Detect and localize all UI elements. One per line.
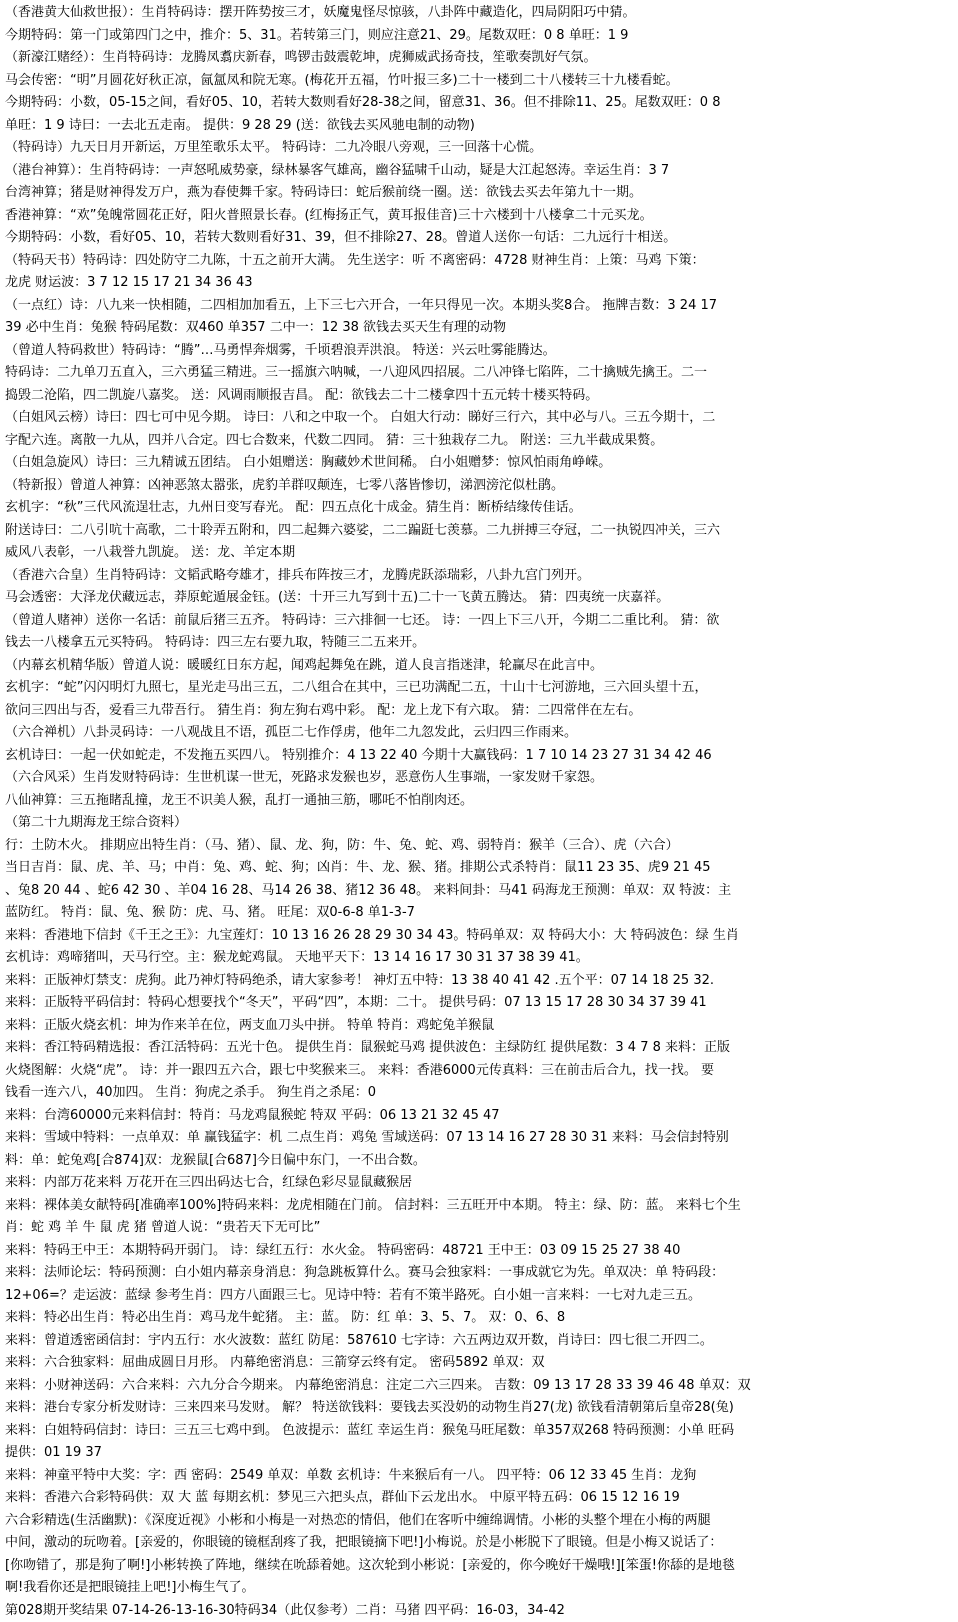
text-line: （特新报）曾道人神算：凶神恶煞太嚣张，虎豹羊群叹颠连，七零八落皆惨切，涕泗滂沱似杜鹃。 <box>5 475 953 498</box>
text-line: 来料：法师论坛：特码预测：白小姐内幕亲身消息：狗急跳板算什么。赛马会独家料：一事成就它为先。单双决：单 特码段： <box>5 1262 953 1285</box>
text-line: 来料：六合独家料：屈曲成圆日月形。 内幕绝密消息：三箭穿云终有定。 密码5892 单双：双 <box>5 1352 953 1375</box>
text-line: 钱去一八楼拿五元买特码。 特码诗：四三左右要九取，特随三二五来开。 <box>5 632 953 655</box>
text-line: （内幕玄机精华版）曾道人说：暖暖红日东方起，闻鸡起舞兔在跳，道人良言指迷津，轮赢尽在此言中。 <box>5 655 953 678</box>
text-line: 来料：裸体美女献特码[准确率100%]特码来料：龙虎相随在门前。 信封料：三五旺开中本期。 特主：绿、防：蓝。 来料七个生 <box>5 1195 953 1218</box>
text-line: 来料：香港六合彩特码供：双 大 蓝 每期玄机：梦见三六把头点，群仙下云龙出水。 中原平特五码：06 15 12 16 19 <box>5 1487 953 1510</box>
text-line: （香港黄大仙救世报）：生肖特码诗：摆开阵势按三才，妖魔鬼怪尽惊骇，八卦阵中藏造化，四局阴阳巧中猜。 <box>5 2 953 25</box>
text-line: 来料：神童平特中大奖：字：西 密码：2549 单双：单数 玄机诗：牛来猴后有一八。 四平特：06 12 33 45 生肖：龙狗 <box>5 1465 953 1488</box>
text-line: 来料：台湾60000元来料信封：特肖：马龙鸡鼠猴蛇 特双 平码：06 13 21 32 45 47 <box>5 1105 953 1128</box>
text-line: 玄机字：“秋”三代风流逞壮志，九州日变写春光。 配：四五点化十成金。猜生肖：断桥结缘传佳话。 <box>5 497 953 520</box>
text-line: 行：土防木火。 排期应出特生肖：（马、猪）、鼠、龙、狗，防：牛、兔、蛇、鸡、弱特肖：猴羊（三合）、虎（六合） <box>5 835 953 858</box>
text-line: 六合彩精选(生活幽默)：《深度近视》小彬和小梅是一对热恋的情侣，他们在客听中缠绵调情。小彬的头整个埋在小梅的两腿 <box>5 1510 953 1533</box>
text-line: 来料：内部万花来料 万花开在三四出码达七合，红绿色彩尽显鼠藏猴居 <box>5 1172 953 1195</box>
text-line: 玄机字：“蛇”闪闪明灯九照七，星光走马出三五，二八组合在其中，三已功满配二五，十山十七河游地，三六回头望十五， <box>5 677 953 700</box>
text-line: 、兔8 20 44 、蛇6 42 30 、羊04 16 28、马14 26 38、猪12 36 48。 来料间卦：马41 码海龙王预测：单双：双 特波：主 <box>5 880 953 903</box>
text-line: 今期特码：小数，看好05、10，若转大数则看好31、39，但不排除27、28。曾道人送你一句话：二九远行十相送。 <box>5 227 953 250</box>
text-line: 当日吉肖：鼠、虎、羊、马；中肖：兔、鸡、蛇、狗；凶肖：牛、龙、猴、猪。排期公式杀特肖：鼠11 23 35、虎9 21 45 <box>5 857 953 880</box>
text-line: [你吻错了，那是狗了啊!]小彬转换了阵地，继续在吮舔着她。这次轮到小彬说：[亲爱的，你今晚好干燥哦!][笨蛋!你舔的是地毯 <box>5 1555 953 1578</box>
text-line: （第二十九期海龙王综合资料） <box>5 812 953 835</box>
text-line: 欲问三四出与否，爱看三九带吾行。 猜生肖：狗左狗右鸡中彩。 配：龙上龙下有六取。 猜：二四常伴在左右。 <box>5 700 953 723</box>
text-line: （六合风采）生肖发财特码诗：生世机谋一世无，死路求发猴也岁，恶意伤人生事端，一家发财千家怨。 <box>5 767 953 790</box>
text-line: 马会传密：“明”月圆花好秋正凉，氤氲凤和院无寒。(梅花开五福，竹叶报三多)二十一楼到二十八楼转三十九楼看蛇。 <box>5 70 953 93</box>
text-line: 来料：小财神送码：六合来料：六九分合今期来。 内幕绝密消息：注定二六三四来。 吉数：09 13 17 28 33 39 46 48 单双：双 <box>5 1375 953 1398</box>
text-line: 捣毁二沧陷，四二凯旋八嘉奖。 送：风调雨顺报吉昌。 配：欲钱去二十二楼拿四十五元转十楼买特码。 <box>5 385 953 408</box>
text-line: 来料：特必出生肖：特必出生肖：鸡马龙牛蛇猪。 主：蓝。 防：红 单：3、5、7。 双：0、6、8 <box>5 1307 953 1330</box>
text-line: 蓝防红。 特肖：鼠、兔、猴 防：虎、马、猪。 旺尾：双0-6-8 单1-3-7 <box>5 902 953 925</box>
text-line: 香港神算：“欢”兔魄常圆花正好，阳火普照景长春。(红梅扬正气，黄耳报佳音)三十六楼到十八楼拿二十元买龙。 <box>5 205 953 228</box>
text-line: （白姐急旋风）诗曰：三九精诚五团结。 白小姐赠送：胸藏妙术世间稀。 白小姐赠梦：惊风怕雨角峥嵘。 <box>5 452 953 475</box>
text-line: 肖：蛇 鸡 羊 牛 鼠 虎 猪 曾道人说：“贵若天下无可比” <box>5 1217 953 1240</box>
text-line: 玄机诗曰：一起一伏如蛇走，不发拖五买四八。 特别推介：4 13 22 40 今期十大赢钱码：1 7 10 14 23 27 31 34 42 46 <box>5 745 953 768</box>
text-line: （曾道人特码救世）特码诗：“腾”…马勇悍奔烟雾，千顷碧浪弄洪浪。 特送：兴云吐雾能腾达。 <box>5 340 953 363</box>
text-line: 第028期开奖结果 07-14-26-13-16-30特码34（此仅参考）二肖：马猪 四平码：16-03，34-42 <box>5 1600 953 1622</box>
text-line: （曾道人赌神）送你一名话：前鼠后猪三五齐。 特码诗：三六排徊一七还。 诗：一四上下三八开，今期二二重比利。 猜：欲 <box>5 610 953 633</box>
text-line: 钱看一连六八，40加四。 生肖：狗虎之杀手。 狗生肖之杀尾：0 <box>5 1082 953 1105</box>
text-line: （一点红）诗：八九来一快相随，二四相加加看五，上下三七六开合，一年只得见一次。本期头奖8合。 拖牌吉数：3 24 17 <box>5 295 953 318</box>
text-line: 39 必中生肖：兔猴 特码尾数：双460 单357 二中一：12 38 欲钱去买天生有理的动物 <box>5 317 953 340</box>
text-line: 火烧图解：火烧“虎”。 诗：并一跟四五六合，跟七中奖猴来三。 来料：香港6000元传真料：三在前击后合九，找一找。 要 <box>5 1060 953 1083</box>
text-line: 料：单：蛇兔鸡[合874]双：龙猴鼠[合687]今日偏中东门，一不出合数。 <box>5 1150 953 1173</box>
text-line: 啊!我看你还是把眼镜挂上吧!]小梅生气了。 <box>5 1577 953 1600</box>
text-line: （港台神算）：生肖特码诗：一声怒吼威势豪，绿林暴客气雄高，幽谷猛啸千山动，疑是大江起怒涛。幸运生肖：3 7 <box>5 160 953 183</box>
text-line: 玄机诗：鸡啼猪叫，天马行空。主：猴龙蛇鸡鼠。 天地平天下：13 14 16 17 30 31 37 38 39 41。 <box>5 947 953 970</box>
text-line: 12+06=？走运波：蓝绿 参考生肖：四方八面跟三七。见诗中特：若有不策半路死。白小姐一言来料：一七对九走三五。 <box>5 1285 953 1308</box>
text-line: 单旺：1 9 诗曰：一去北五走南。 提供：9 28 29 (送：欲钱去买风驰电制的动物) <box>5 115 953 138</box>
text-line: （香港六合皇）生肖特码诗：文韬武略夸雄才，排兵布阵按三才，龙腾虎跃添瑞彩，八卦九宫门列开。 <box>5 565 953 588</box>
text-line: 今期特码：第一门或第四门之中，推介：5、31。若转第三门，则应注意21、29。尾数双旺：0 8 单旺：1 9 <box>5 25 953 48</box>
text-line: 威风八表彰，一八栽誉九凯旋。 送：龙、羊定本期 <box>5 542 953 565</box>
text-line: 中间，激动的玩吻着。[亲爱的，你眼镜的镜框刮疼了我，把眼镜摘下吧!]小梅说。於是小彬脱下了眼镜。但是小梅又说话了： <box>5 1532 953 1555</box>
text-line: （新濠江赌经）：生肖特码诗：龙腾凤翥庆新春，鸣锣击鼓震乾坤，虎狮威武扬奇技，笙歌奏凯好气氛。 <box>5 47 953 70</box>
text-line: 来料：港台专家分析发财诗：三来四来马发财。 解？ 特送欲钱料：要钱去买没奶的动物生肖27(龙) 欲钱看清朝第后皇帝28(兔) <box>5 1397 953 1420</box>
text-line: 来料：曾道透密函信封：宇内五行：水火波数：蓝红 防尾：587610 七字诗：六五两边双开数，肖诗曰：四七很二开四二。 <box>5 1330 953 1353</box>
text-line: 龙虎 财运波：3 7 12 15 17 21 34 36 43 <box>5 272 953 295</box>
text-line: 字配六连。离散一九从，四并八合定。四七合数来，代数二四同。 猜：三十独栽存二九。 附送：三九半截成果赘。 <box>5 430 953 453</box>
text-line: 台湾神算；猪是财神得发万户，燕为春使舞千家。特码诗曰：蛇后猴前绕一圈。送：欲钱去买去年第九十一期。 <box>5 182 953 205</box>
text-line: （六合禅机）八卦灵码诗：一八观战且不语，孤臣二七作俘虏，他年二九忽发此，云归四三作雨来。 <box>5 722 953 745</box>
text-line: 来料：香江特码精选报：香江活特码：五光十色。 提供生肖：鼠猴蛇马鸡 提供波色：主绿防红 提供尾数：3 4 7 8 来料：正版 <box>5 1037 953 1060</box>
text-line: 来料：正版火烧玄机：坤为作来羊在位，两支血刀头中拼。 特单 特肖：鸡蛇兔羊猴鼠 <box>5 1015 953 1038</box>
text-line: 提供：01 19 37 <box>5 1442 953 1465</box>
text-line: 来料：正版特平码信封：特码心想要找个“冬天”，平码“四”，本期：二十。 提供号码：07 13 15 17 28 30 34 37 39 41 <box>5 992 953 1015</box>
text-line: 来料：特码王中王：本期特码开弱门。 诗：绿红五行：水火金。 特码密码：48721 王中王：03 09 15 25 27 38 40 <box>5 1240 953 1263</box>
text-line: 来料：雪域中特料：一点单双：单 赢钱猛字：机 二点生肖：鸡兔 雪域送码：07 13 14 16 27 28 30 31 来料：马会信封特别 <box>5 1127 953 1150</box>
text-line: （白姐风云榜）诗曰：四七可中见今期。 诗曰：八和之中取一个。 白姐大行动：睇好三行六，其中必与八。三五今期十，二 <box>5 407 953 430</box>
text-line: 特码诗：二九单刀五直入，三六勇猛三精进。三一摇旗六呐喊，一八迎风四招展。二八冲锋七陷阵，二十擒贼先擒王。二一 <box>5 362 953 385</box>
text-line: （特码诗）九天日月开新运，万里笙歌乐太平。 特码诗：二九冷眼八旁观，三一回落十心慌。 <box>5 137 953 160</box>
text-line: 来料：白姐特码信封：诗曰：三五三七鸡中到。 色波提示：蓝红 幸运生肖：猴兔马旺尾数：单357双268 特码预测：小单 旺码 <box>5 1420 953 1443</box>
text-line: 来料：正版神灯禁支：虎狗。此乃神灯特码绝杀，请大家参考！ 神灯五中特：13 38 40 41 42 .五个平：07 14 18 25 32. <box>5 970 953 993</box>
text-line: 马会透密：大泽龙伏藏远志，莽原蛇遁展金钰。(送：十开三九写到十五)二十一飞黄五腾达。 猜：四夷统一庆嘉祥。 <box>5 587 953 610</box>
text-line: 八仙神算：三五拖睹乱撞，龙王不识美人猴，乱打一通抽三筋，哪吒不怕削肉还。 <box>5 790 953 813</box>
text-line: 来料：香港地下信封《千王之王》：九宝莲灯：10 13 16 26 28 29 30 34 43。特码单双：双 特码大小：大 特码波色：绿 生肖 <box>5 925 953 948</box>
text-line: （特码天书）特码诗：四处防守二九陈，十五之前开大满。 先生送字：听 不离密码：4728 财神生肖：上策：马鸡 下策： <box>5 250 953 273</box>
text-line: 附送诗曰：二八引吭十高歌，二十聆弄五附和，四二起舞六婆娑，二二蹁跹七羡慕。二九拼搏三夺冠，二一执锐四冲关，三六 <box>5 520 953 543</box>
text-line: 今期特码：小数，05-15之间，看好05、10，若转大数则看好28-38之间，留意31、36。但不排除11、25。尾数双旺：0 8 <box>5 92 953 115</box>
